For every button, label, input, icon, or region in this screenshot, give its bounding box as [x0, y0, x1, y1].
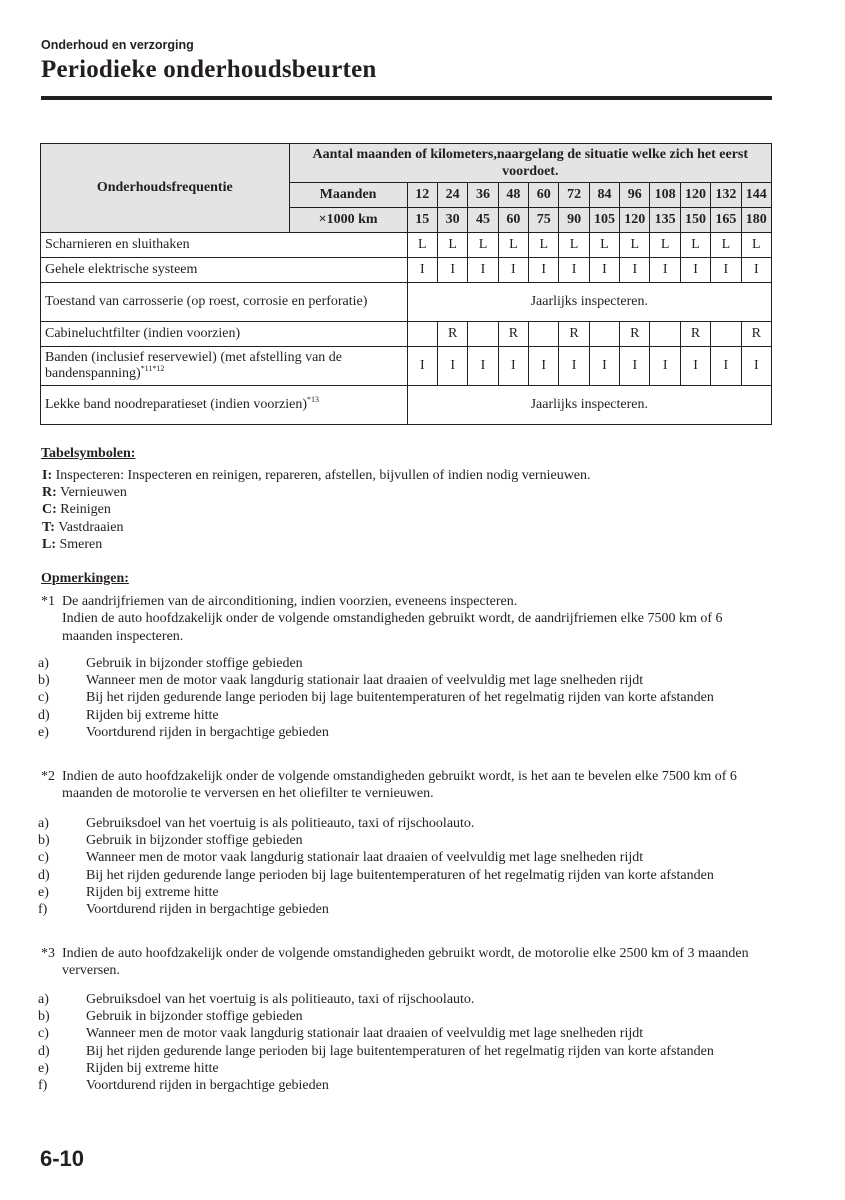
- service-mark-cell: L: [559, 233, 589, 258]
- service-mark-cell: I: [741, 258, 771, 283]
- service-mark-cell: [407, 322, 437, 347]
- condition-letter: d): [38, 867, 50, 883]
- service-mark-cell: L: [711, 233, 741, 258]
- month-cell: 120: [680, 183, 710, 208]
- yearly-inspection-cell: Jaarlijks inspecteren.: [407, 283, 771, 322]
- condition-item: [38, 724, 762, 741]
- month-cell: 60: [529, 183, 559, 208]
- remark-line: Indien de auto hoofdzakelijk onder de volgende omstandigheden gebruikt wordt, is het aan te bevelen elke 7500 km of 6 maanden de motorolie te verversen en het oliefilter te vernieuwen.: [62, 769, 737, 802]
- remark-note-2: [41, 768, 776, 803]
- service-mark-cell: L: [498, 233, 528, 258]
- condition-text: Voortdurend rijden in bergachtige gebieden: [86, 1078, 329, 1094]
- condition-letter: a): [38, 816, 49, 831]
- symbol-key: C:: [42, 502, 57, 518]
- service-mark-cell: L: [741, 233, 771, 258]
- remark-line: Indien de auto hoofdzakelijk onder de volgende omstandigheden gebruikt wordt, de motorolie elke 2500 km of 3 maanden verversen.: [62, 946, 749, 979]
- condition-letter: c): [38, 690, 49, 706]
- condition-letter: e): [38, 884, 49, 900]
- footnote-ref: *11*12: [140, 364, 165, 373]
- service-mark-cell: I: [711, 258, 741, 283]
- symbol-key: R:: [42, 485, 57, 501]
- service-mark-cell: I: [650, 347, 680, 386]
- condition-letter: a): [38, 992, 49, 1007]
- month-cell: 108: [650, 183, 680, 208]
- row-item: [41, 233, 408, 258]
- service-mark-cell: I: [407, 347, 437, 386]
- table-row: [41, 386, 772, 425]
- service-mark-cell: L: [680, 233, 710, 258]
- symbol-item: [42, 501, 111, 518]
- km-cell: 30: [437, 208, 467, 233]
- condition-letter: d): [38, 1043, 50, 1059]
- condition-text: Rijden bij extreme hitte: [86, 1060, 219, 1076]
- km-cell: 45: [468, 208, 498, 233]
- symbol-desc: Reinigen: [56, 502, 111, 518]
- condition-item: [38, 1025, 762, 1042]
- condition-letter: c): [38, 850, 49, 866]
- maintenance-schedule-table: [40, 143, 772, 425]
- row-item: [41, 347, 408, 386]
- service-mark-cell: I: [650, 258, 680, 283]
- km-cell: 165: [711, 208, 741, 233]
- service-mark-cell: R: [559, 322, 589, 347]
- row-item: [41, 322, 408, 347]
- condition-text: Bij het rijden gedurende lange perioden bij lage buitentemperaturen of het regelmatig rijden van korte afstanden: [86, 867, 714, 883]
- section-label: Onderhoud en verzorging: [41, 38, 194, 52]
- month-cell: 36: [468, 183, 498, 208]
- row-item-label: Gehele elektrische systeem: [45, 262, 198, 277]
- remark-marker: *2: [41, 769, 55, 784]
- symbol-key: T:: [42, 519, 55, 535]
- remark-line: Indien de auto hoofdzakelijk onder de volgende omstandigheden gebruikt wordt, de aandrijfriemen elke 7500 km of 6 maanden inspecteren.: [62, 611, 723, 644]
- frequency-header: Onderhoudsfrequentie: [41, 144, 290, 233]
- condition-letter: e): [38, 724, 49, 740]
- condition-item: [38, 991, 762, 1008]
- table-row: [41, 283, 772, 322]
- yearly-inspection-cell: Jaarlijks inspecteren.: [407, 386, 771, 425]
- condition-item: [38, 1077, 762, 1094]
- page-title: Periodieke onderhoudsbeurten: [41, 56, 377, 83]
- condition-item: [38, 1008, 762, 1025]
- month-cell: 96: [620, 183, 650, 208]
- table-row: [41, 258, 772, 283]
- condition-item: [38, 1060, 762, 1077]
- condition-letter: f): [38, 902, 48, 918]
- table-row: [41, 322, 772, 347]
- month-cell: 12: [407, 183, 437, 208]
- row-item-label: Cabineluchtfilter (indien voorzien): [45, 326, 241, 341]
- service-mark-cell: R: [620, 322, 650, 347]
- footnote-ref: *13: [307, 395, 320, 404]
- condition-item: [38, 884, 762, 901]
- title-divider: [41, 96, 772, 100]
- condition-letter: a): [38, 656, 49, 671]
- km-cell: 90: [559, 208, 589, 233]
- condition-item: [38, 832, 762, 849]
- condition-item: [38, 849, 762, 866]
- remark-2-conditions: [38, 815, 762, 918]
- table-row: [41, 233, 772, 258]
- service-mark-cell: [711, 322, 741, 347]
- remark-note-3: [41, 945, 776, 980]
- symbol-desc: Vernieuwen: [56, 485, 127, 501]
- month-cell: 84: [589, 183, 619, 208]
- km-cell: 150: [680, 208, 710, 233]
- condition-text: Gebruiksdoel van het voertuig is als politieauto, taxi of rijschoolauto.: [86, 816, 475, 831]
- condition-text: Wanneer men de motor vaak langdurig stationair laat draaien of veelvuldig met lage snelheden rijdt: [86, 1026, 644, 1042]
- condition-text: Gebruiksdoel van het voertuig is als politieauto, taxi of rijschoolauto.: [86, 992, 475, 1007]
- service-mark-cell: I: [741, 347, 771, 386]
- condition-item: [38, 672, 762, 689]
- service-mark-cell: I: [680, 347, 710, 386]
- service-mark-cell: I: [559, 258, 589, 283]
- condition-text: Gebruik in bijzonder stoffige gebieden: [86, 833, 303, 849]
- service-mark-cell: [589, 322, 619, 347]
- condition-item: [38, 707, 762, 724]
- remark-3-conditions: [38, 991, 762, 1094]
- table-header-row: [41, 144, 772, 183]
- table-row: [41, 347, 772, 386]
- condition-text: Gebruik in bijzonder stoffige gebieden: [86, 1009, 303, 1025]
- service-mark-cell: L: [529, 233, 559, 258]
- service-mark-cell: R: [437, 322, 467, 347]
- row-item-label: Lekke band noodreparatieset (indien voorzien): [45, 397, 308, 412]
- service-mark-cell: I: [680, 258, 710, 283]
- row-item: [41, 386, 408, 425]
- service-mark-cell: I: [711, 347, 741, 386]
- symbols-heading: Tabelsymbolen:: [41, 446, 136, 461]
- symbol-item: [42, 536, 102, 553]
- condition-text: Bij het rijden gedurende lange perioden bij lage buitentemperaturen of het regelmatig rijden van korte afstanden: [86, 1043, 714, 1059]
- months-label: Maanden: [289, 183, 407, 208]
- condition-item: [38, 655, 762, 672]
- month-cell: 24: [437, 183, 467, 208]
- condition-letter: b): [38, 833, 50, 849]
- service-mark-cell: I: [498, 347, 528, 386]
- service-mark-cell: L: [407, 233, 437, 258]
- service-mark-cell: I: [407, 258, 437, 283]
- service-mark-cell: I: [468, 258, 498, 283]
- condition-text: Voortdurend rijden in bergachtige gebieden: [86, 902, 329, 918]
- condition-letter: b): [38, 673, 50, 689]
- month-cell: 144: [741, 183, 771, 208]
- km-cell: 120: [620, 208, 650, 233]
- symbol-item: [42, 519, 124, 536]
- symbol-key: L:: [42, 536, 56, 552]
- month-cell: 72: [559, 183, 589, 208]
- condition-item: [38, 689, 762, 706]
- condition-text: Voortdurend rijden in bergachtige gebieden: [86, 724, 329, 740]
- service-mark-cell: I: [529, 347, 559, 386]
- symbol-desc: Vastdraaien: [54, 519, 124, 535]
- condition-letter: b): [38, 1009, 50, 1025]
- symbol-item: [42, 467, 591, 484]
- service-mark-cell: I: [620, 347, 650, 386]
- row-item: [41, 258, 408, 283]
- service-mark-cell: [529, 322, 559, 347]
- condition-letter: f): [38, 1078, 48, 1094]
- km-cell: 135: [650, 208, 680, 233]
- service-mark-cell: R: [498, 322, 528, 347]
- service-mark-cell: R: [741, 322, 771, 347]
- month-cell: 132: [711, 183, 741, 208]
- row-item: [41, 283, 408, 322]
- condition-item: [38, 815, 762, 832]
- service-mark-cell: [468, 322, 498, 347]
- condition-letter: e): [38, 1060, 49, 1076]
- symbol-desc: Smeren: [56, 536, 103, 552]
- service-mark-cell: L: [468, 233, 498, 258]
- condition-item: [38, 867, 762, 884]
- service-mark-cell: L: [589, 233, 619, 258]
- service-mark-cell: L: [620, 233, 650, 258]
- condition-text: Rijden bij extreme hitte: [86, 707, 219, 723]
- km-cell: 60: [498, 208, 528, 233]
- interval-header: Aantal maanden of kilometers,naargelang de situatie welke zich het eerst voordoet.: [289, 144, 771, 183]
- condition-text: Rijden bij extreme hitte: [86, 884, 219, 900]
- service-mark-cell: I: [437, 258, 467, 283]
- page-number: 6-10: [40, 1146, 85, 1171]
- condition-letter: d): [38, 707, 50, 723]
- row-item-label: Scharnieren en sluithaken: [45, 237, 190, 252]
- service-mark-cell: I: [589, 258, 619, 283]
- service-mark-cell: I: [589, 347, 619, 386]
- service-mark-cell: [650, 322, 680, 347]
- km-cell: 105: [589, 208, 619, 233]
- service-mark-cell: I: [620, 258, 650, 283]
- remarks-heading: Opmerkingen:: [41, 571, 129, 586]
- condition-item: [38, 1043, 762, 1060]
- remark-1-conditions: [38, 655, 762, 741]
- symbol-item: [42, 484, 127, 501]
- service-mark-cell: I: [498, 258, 528, 283]
- service-mark-cell: L: [437, 233, 467, 258]
- condition-text: Bij het rijden gedurende lange perioden bij lage buitentemperaturen of het regelmatig rijden van korte afstanden: [86, 690, 714, 706]
- service-mark-cell: L: [650, 233, 680, 258]
- km-cell: 15: [407, 208, 437, 233]
- service-mark-cell: I: [529, 258, 559, 283]
- km-cell: 75: [529, 208, 559, 233]
- service-mark-cell: I: [437, 347, 467, 386]
- condition-text: Wanneer men de motor vaak langdurig stationair laat draaien of veelvuldig met lage snelheden rijdt: [86, 673, 644, 689]
- condition-item: [38, 901, 762, 918]
- month-cell: 48: [498, 183, 528, 208]
- symbol-key: I:: [42, 468, 53, 483]
- remark-marker: *3: [41, 946, 55, 961]
- row-item-label: Toestand van carrosserie (op roest, corrosie en perforatie): [45, 294, 368, 309]
- service-mark-cell: I: [468, 347, 498, 386]
- remark-marker: *1: [41, 594, 55, 609]
- km-cell: 180: [741, 208, 771, 233]
- remark-line: De aandrijfriemen van de airconditioning, indien voorzien, eveneens inspecteren.: [62, 594, 518, 609]
- km-label: ×1000 km: [289, 208, 407, 233]
- condition-text: Gebruik in bijzonder stoffige gebieden: [86, 656, 303, 671]
- condition-text: Wanneer men de motor vaak langdurig stationair laat draaien of veelvuldig met lage snelheden rijdt: [86, 850, 644, 866]
- service-mark-cell: R: [680, 322, 710, 347]
- service-mark-cell: I: [559, 347, 589, 386]
- condition-letter: c): [38, 1026, 49, 1042]
- symbol-desc: Inspecteren: Inspecteren en reinigen, repareren, afstellen, bijvullen of indien nodig vernieuwen.: [52, 468, 591, 483]
- remark-note-1: [41, 593, 776, 645]
- row-item-label: Banden (inclusief reservewiel) (met afstelling van de bandenspanning): [45, 350, 342, 381]
